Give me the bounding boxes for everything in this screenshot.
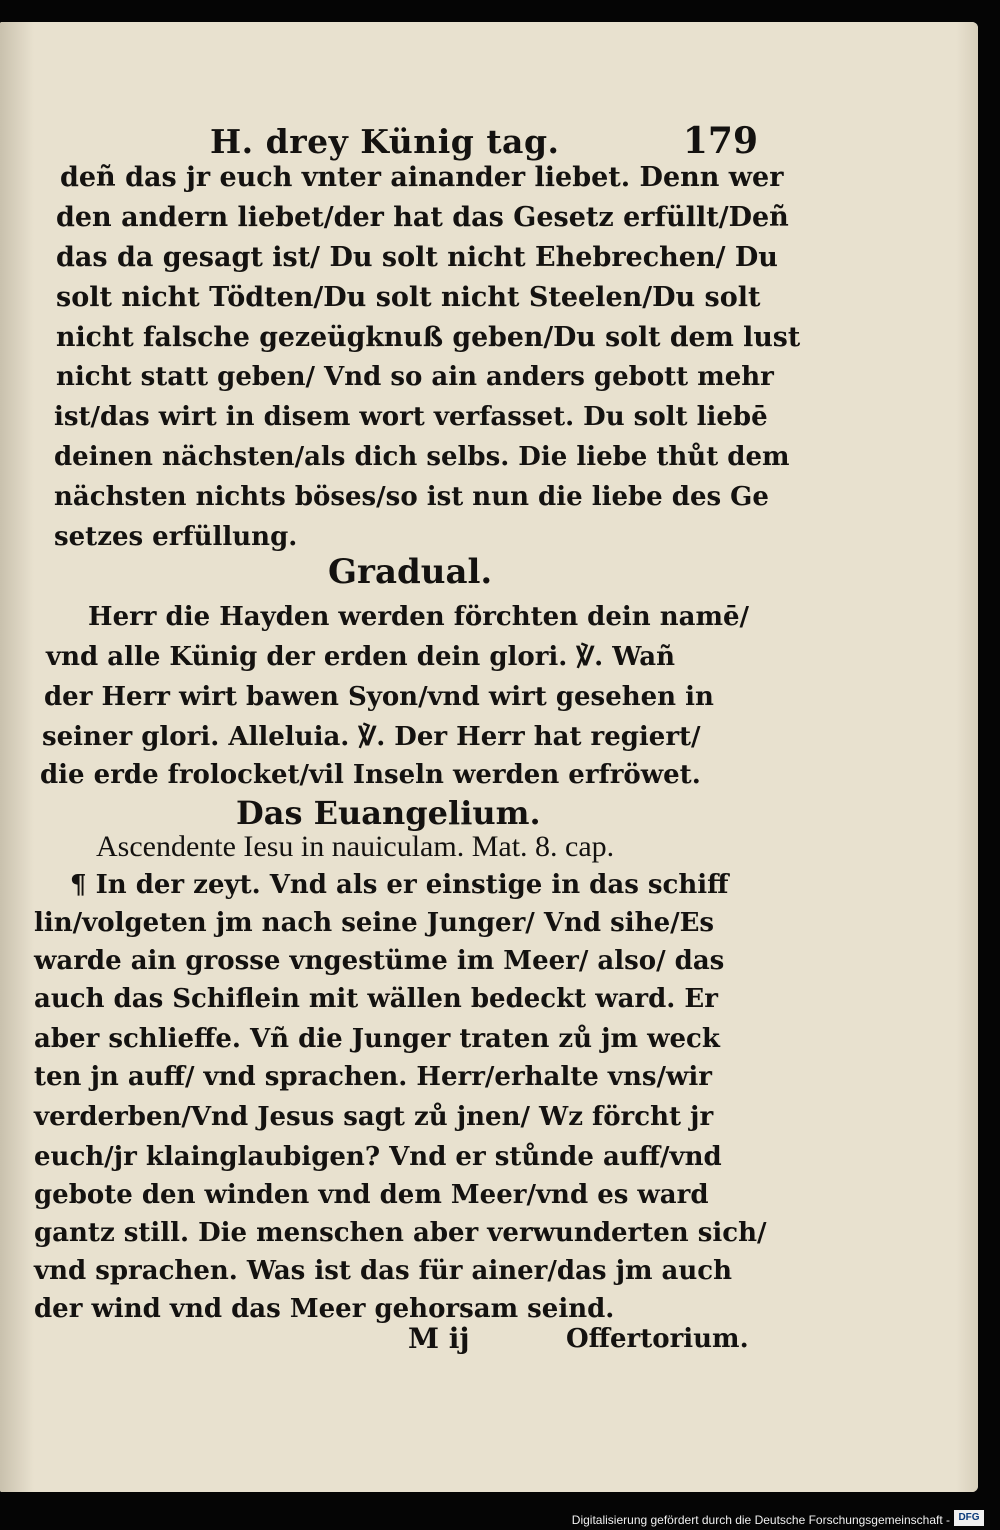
text-line: gebote den winden vnd dem Meer/vnd es ward <box>34 1180 709 1210</box>
catchword: Offertorium. <box>566 1324 749 1354</box>
text-line: deinen nächsten/als dich selbs. Die liebe thůt dem <box>54 442 790 472</box>
text-line: verderben/Vnd Jesus sagt zů jnen/ Wz förcht jr <box>34 1102 714 1132</box>
text-line: Herr die Hayden werden förchten dein namē/ <box>88 602 750 632</box>
text-line: warde ain grosse vngestüme im Meer/ also/ das <box>34 946 725 976</box>
text-line: nicht falsche gezeügknuß geben/Du solt dem lust <box>56 322 801 353</box>
text-line: setzes erfüllung. <box>54 522 298 552</box>
text-line: ¶ In der zeyt. Vnd als er einstige in das schiff <box>70 870 729 900</box>
text-line: auch das Schiflein mit wällen bedeckt ward. Er <box>34 984 718 1014</box>
gospel-incipit: Ascendente Iesu in nauiculam. Mat. 8. cap. <box>96 830 615 863</box>
text-line: den andern liebet/der hat das Gesetz erfüllt/Deñ <box>56 202 789 233</box>
gospel-heading: Das Euangelium. <box>236 794 541 832</box>
dfg-logo-icon: DFG <box>954 1510 984 1526</box>
text-line: ten jn auff/ vnd sprachen. Herr/erhalte vns/wir <box>34 1062 712 1092</box>
text-line: lin/volgeten jm nach seine Junger/ Vnd sihe/Es <box>34 908 715 938</box>
book-page <box>0 22 978 1492</box>
page-gutter-shadow <box>0 22 34 1492</box>
text-line: gantz still. Die menschen aber verwunderten sich/ <box>34 1218 767 1248</box>
text-line: vnd sprachen. Was ist das für ainer/das jm auch <box>34 1256 733 1286</box>
text-line: euch/jr klainglaubigen? Vnd er stůnde auff/vnd <box>34 1142 722 1172</box>
page-edge <box>956 22 978 1492</box>
text-line: ist/das wirt in disem wort verfasset. Du solt liebē <box>54 402 768 432</box>
text-line: das da gesagt ist/ Du solt nicht Ehebrechen/ Du <box>56 242 778 273</box>
text-line: aber schlieffe. Vñ die Junger traten zů jm weck <box>34 1024 720 1054</box>
text-line: der wind vnd das Meer gehorsam seind. <box>34 1294 615 1324</box>
digitization-credit: Digitalisierung gefördert durch die Deutsche Forschungsgemeinschaft - <box>571 1513 950 1527</box>
running-title: H. drey Künig tag. <box>210 122 560 161</box>
gradual-heading: Gradual. <box>328 552 493 592</box>
text-line: die erde frolocket/vil Inseln werden erfröwet. <box>40 760 701 790</box>
text-line: nicht statt geben/ Vnd so ain anders gebott mehr <box>56 362 774 392</box>
text-line: vnd alle Künig der erden dein glori. ℣. Wañ <box>46 642 675 672</box>
text-line: nächsten nichts böses/so ist nun die liebe des Ge <box>54 482 769 512</box>
text-line: seiner glori. Alleluia. ℣. Der Herr hat regiert/ <box>42 722 701 752</box>
signature-mark: M ij <box>408 1322 470 1355</box>
text-line: der Herr wirt bawen Syon/vnd wirt gesehen in <box>44 682 714 712</box>
folio-number: 179 <box>682 120 758 162</box>
text-line: solt nicht Tödten/Du solt nicht Steelen/Du solt <box>56 282 761 313</box>
text-line: deñ das jr euch vnter ainander liebet. Denn wer <box>60 162 784 193</box>
